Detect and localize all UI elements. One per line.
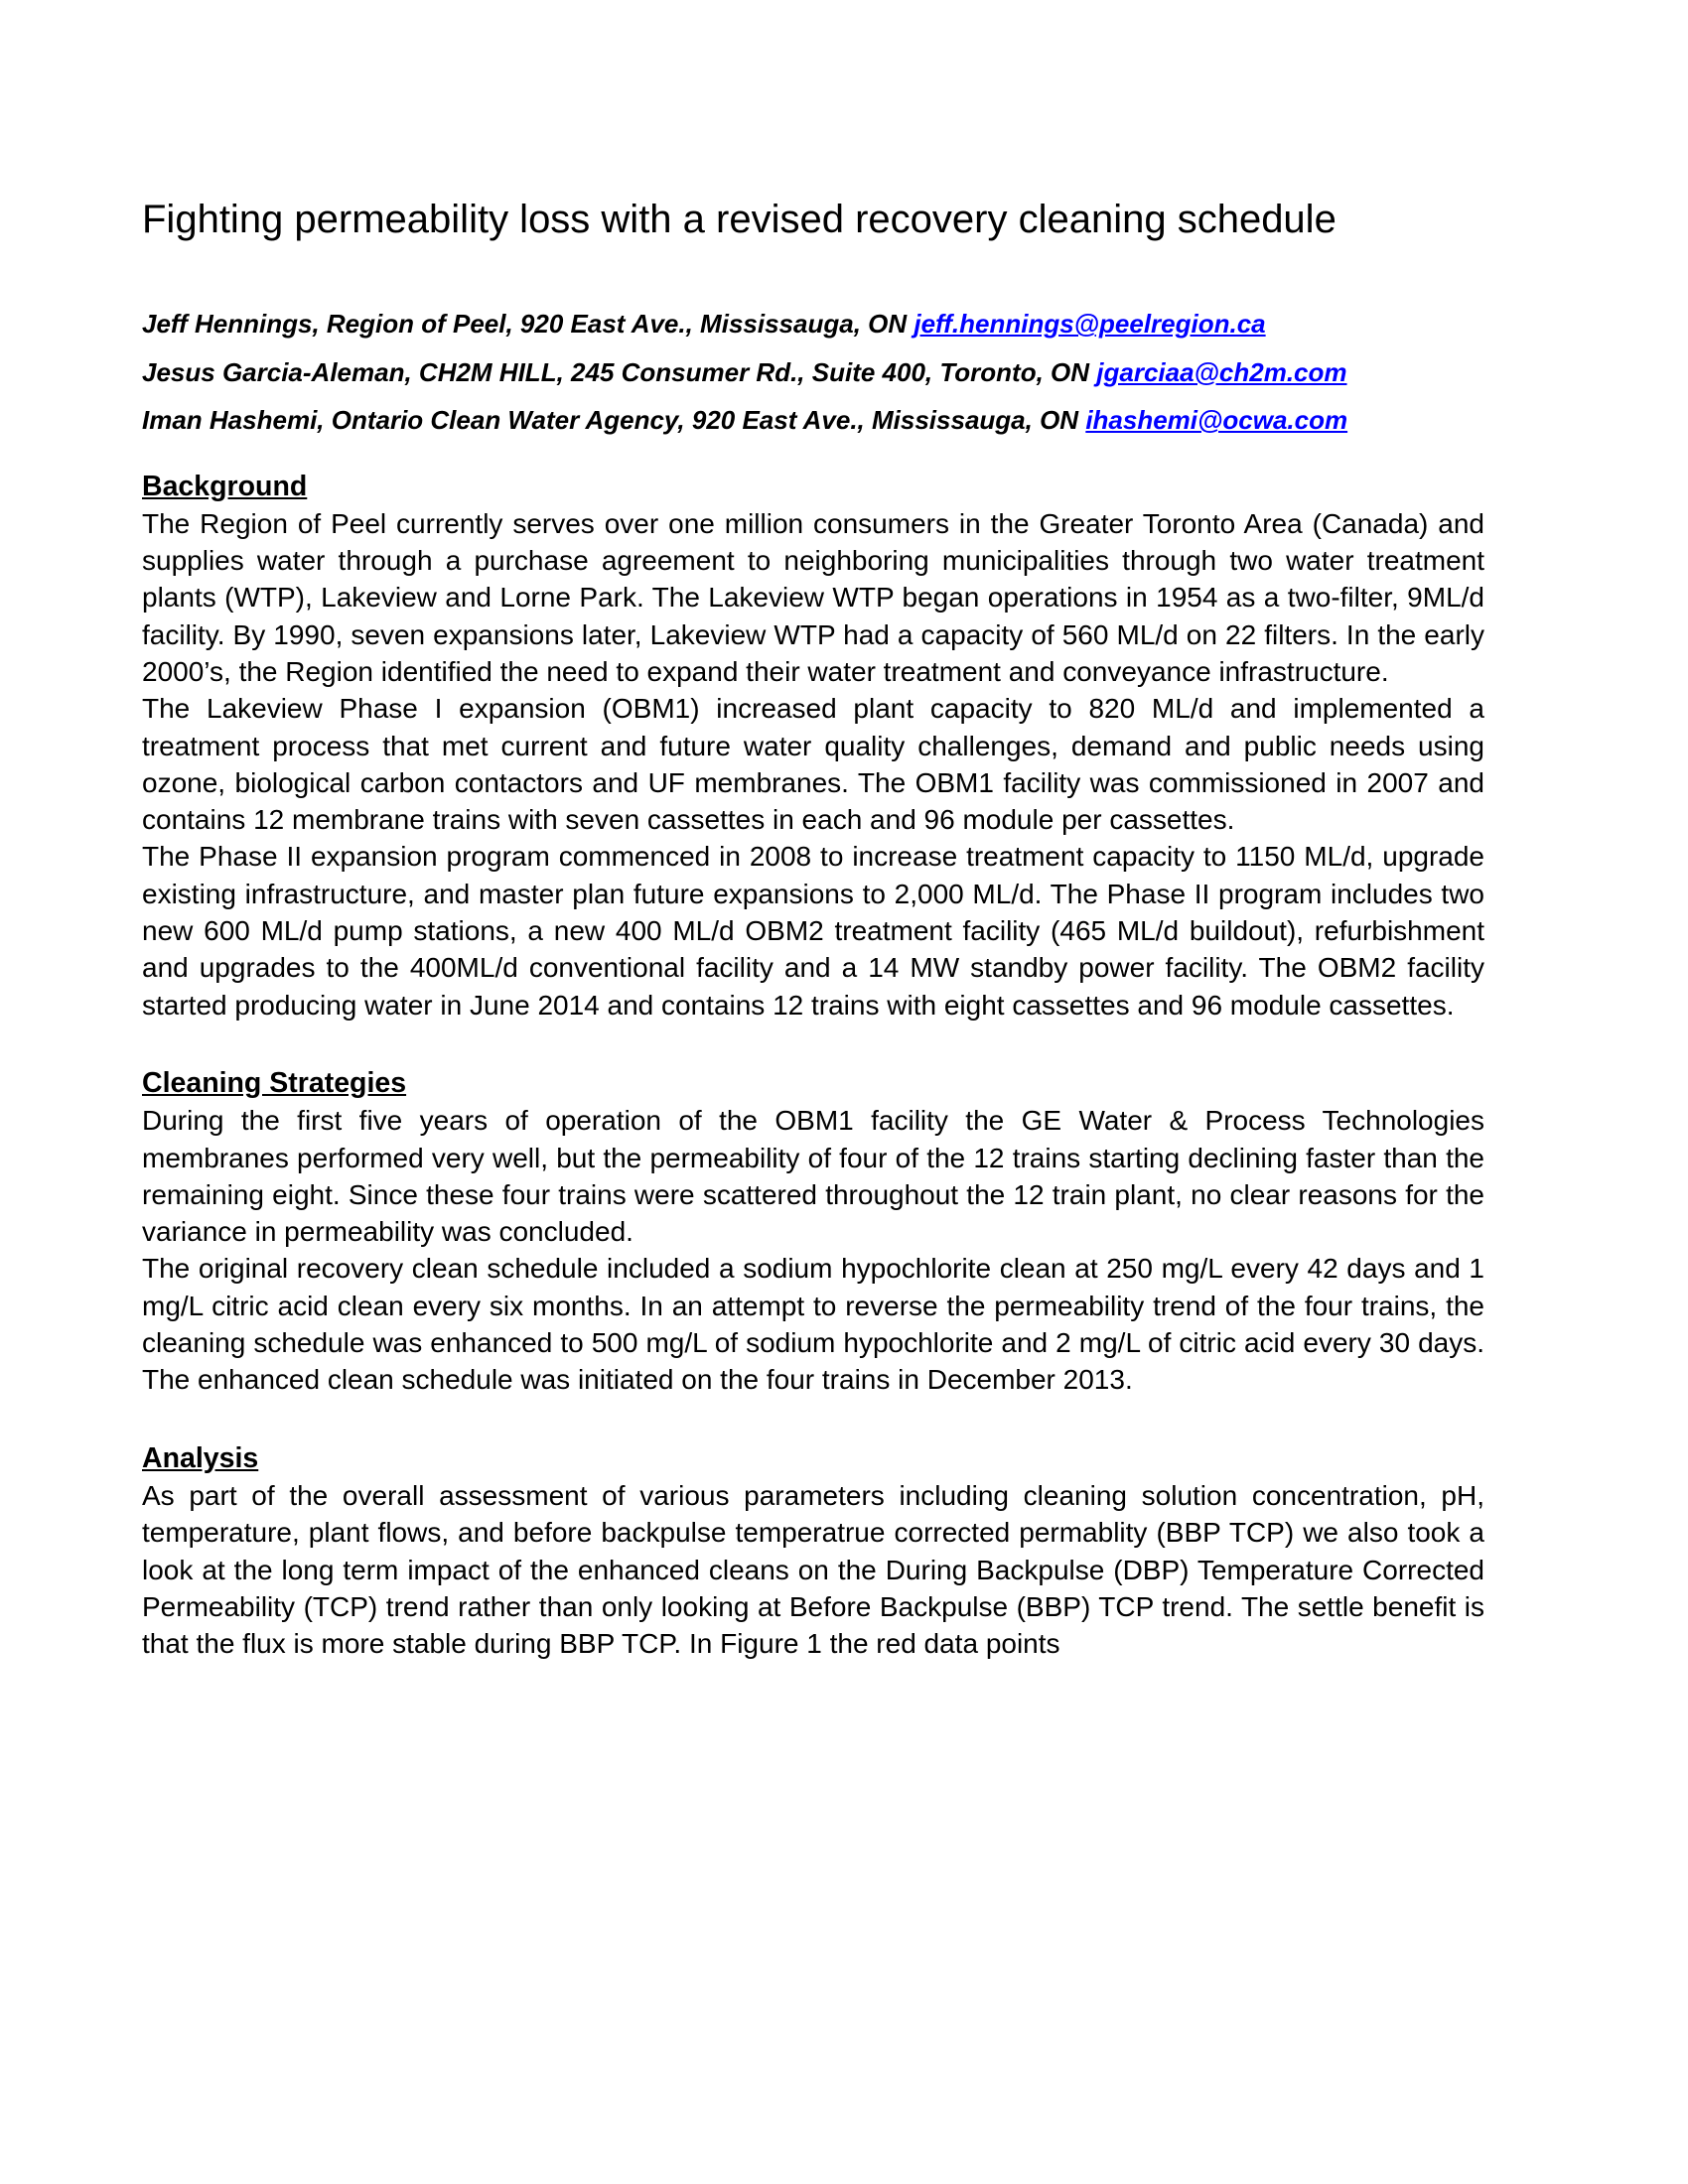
author-block [142, 300, 1484, 445]
author-email-link[interactable]: jeff.hennings@peelregion.ca [914, 309, 1266, 339]
author-email-link[interactable]: ihashemi@ocwa.com [1085, 405, 1348, 435]
author-email-link[interactable]: jgarciaa@ch2m.com [1096, 356, 1347, 387]
author-line-2 [142, 348, 1484, 397]
paragraph: As part of the overall assessment of various parameters including cleaning solution concentration, pH, temperature, plant flows, and before backpulse temperatrue corrected permablity (BBP TCP) we also took a look at the long term impact of the enhanced cleans on the During Backpulse (DBP) Temperature Corrected Permeability (TCP) trend rather than only looking at Before Backpulse (BBP) TCP trend. The settle benefit is that the flux is more stable during BBP TCP. In Figure 1 the red data points [142, 1479, 1484, 1660]
paragraph: During the first five years of operation of the OBM1 facility the GE Water & Process Technologies membranes performed very well, but the permeability of four of the 12 trains starting declining faster than the remaining eight. Since these four trains were scattered throughout the 12 train plant, no clear reasons for the variance in permeability was concluded. [142, 1105, 1484, 1248]
paragraph: The Phase II expansion program commenced in 2008 to increase treatment capacity to 1150 ML/d, upgrade existing infrastructure, and master plan future expansions to 2,000 ML/d. The Phase II program includes two new 600 ML/d pump stations, a new 400 ML/d OBM2 treatment facility (465 ML/d buildout), refurbishment and upgrades to the 400ML/d conventional facility and a 14 MW standby power facility. The OBM2 facility started producing water in June 2014 and contains 12 trains with eight cassettes and 96 module cassettes. [142, 841, 1484, 1021]
author-text: Jesus Garcia-Aleman, CH2M HILL, 245 Consumer Rd., Suite 400, Toronto, ON [142, 356, 1097, 387]
section-heading-analysis: Analysis [142, 1441, 259, 1474]
author-line-3 [142, 396, 1484, 445]
paragraph: The Lakeview Phase I expansion (OBM1) increased plant capacity to 820 ML/d and implemented a treatment process that met current and future water quality challenges, demand and public needs using ozone, biological carbon contactors and UF membranes. The OBM1 facility was commissioned in 2007 and contains 12 membrane trains with seven cassettes in each and 96 module per cassettes. [142, 693, 1484, 836]
page-title: Fighting permeability loss with a revised recovery cleaning schedule [142, 198, 1336, 241]
section-heading-cleaning-strategies: Cleaning Strategies [142, 1066, 407, 1099]
paragraph: The Region of Peel currently serves over one million consumers in the Greater Toronto Area (Canada) and supplies water through a purchase agreement to neighboring municipalities through two water treatment plants (WTP), Lakeview and Lorne Park. The Lakeview WTP began operations in 1954 as a two-filter, 9ML/d facility. By 1990, seven expansions later, Lakeview WTP had a capacity of 560 ML/d on 22 filters. In the early 2000’s, the Region identified the need to expand their water treatment and conveyance infrastructure. [142, 507, 1484, 687]
paragraph: The original recovery clean schedule included a sodium hypochlorite clean at 250 mg/L every 42 days and 1 mg/L citric acid clean every six months. In an attempt to reverse the permeability trend of the four trains, the cleaning schedule was enhanced to 500 mg/L of sodium hypochlorite and 2 mg/L of citric acid every 30 days. The enhanced clean schedule was initiated on the four trains in December 2013. [142, 1253, 1484, 1396]
page-content [142, 197, 1484, 1662]
author-text: Iman Hashemi, Ontario Clean Water Agency, 920 East Ave., Mississauga, ON [142, 405, 1086, 435]
section-analysis [142, 1440, 1484, 1663]
author-line-1 [142, 300, 1484, 348]
section-background [142, 469, 1484, 1024]
author-text: Jeff Hennings, Region of Peel, 920 East Ave., Mississauga, ON [142, 309, 914, 339]
section-cleaning-strategies [142, 1065, 1484, 1399]
section-heading-background: Background [142, 470, 308, 502]
